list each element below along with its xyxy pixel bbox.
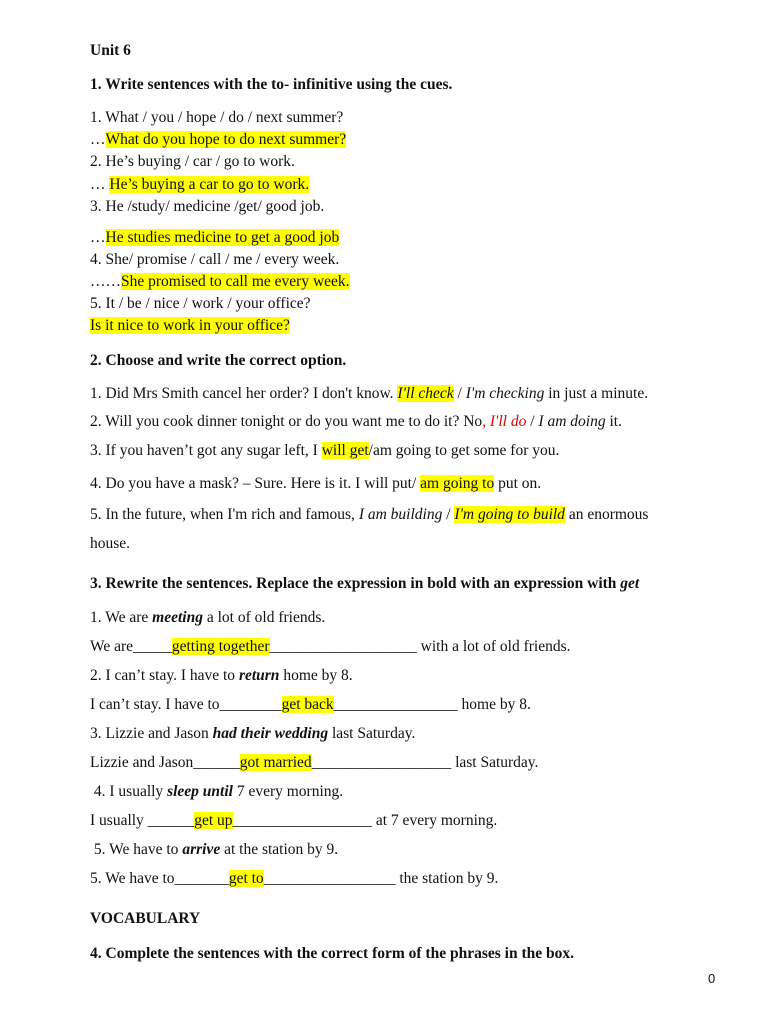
- s2-chosen-option: am going to: [420, 475, 495, 492]
- s3-sentence-5: 5. We have to arrive at the station by 9.: [90, 841, 339, 858]
- s1-answer-text: He’s buying a car to go to work.: [109, 176, 310, 193]
- s1-answer-1: …What do you hope to do next summer?: [90, 131, 347, 148]
- s3-sentence-4: 4. I usually sleep until 7 every morning.: [90, 783, 344, 800]
- s1-answer-5: [90, 316, 290, 336]
- s3-answer: get to: [228, 870, 264, 887]
- s1-answer-text: Is it nice to work in your office?: [90, 317, 290, 334]
- section3-heading: 3. Rewrite the sentences. Replace the expression in bold with an expression with get: [90, 575, 640, 592]
- s1-cue-5: 5. It / be / nice / work / your office?: [90, 295, 311, 312]
- s3-rewrite-3: Lizzie and Jason______got married__________________ last Saturday.: [90, 754, 539, 771]
- s1-answer-2: … He’s buying a car to go to work.: [90, 176, 310, 193]
- s3-answer: get back: [281, 696, 334, 713]
- s2-question-5-cont: house.: [90, 535, 131, 552]
- s2-question-5: 5. In the future, when I'm rich and famous, I am building / I'm going to build an enormous: [90, 506, 649, 523]
- s1-cue-3: 3. He /study/ medicine /get/ good job.: [90, 198, 325, 215]
- s2-chosen-option: I'll check: [397, 385, 454, 402]
- section2-heading: 2. Choose and write the correct option.: [90, 352, 347, 369]
- s2-question-3: 3. If you haven’t got any sugar left, I will get/am going to get some for you.: [90, 442, 560, 459]
- s1-answer-3: …He studies medicine to get a good job: [90, 229, 340, 246]
- section1-heading: 1. Write sentences with the to- infinitive using the cues.: [90, 76, 453, 93]
- s3-rewrite-5: 5. We have to_______get to_________________ the station by 9.: [90, 870, 499, 887]
- s1-cue-2: 2. He’s buying / car / go to work.: [90, 153, 295, 170]
- s1-cue-1: 1. What / you / hope / do / next summer?: [90, 109, 344, 126]
- s3-answer: got married: [239, 754, 312, 771]
- s1-answer-text: What do you hope to do next summer?: [105, 131, 347, 148]
- vocabulary-heading: VOCABULARY: [90, 910, 201, 927]
- s2-chosen-option: will get: [321, 442, 369, 459]
- s3-sentence-1: 1. We are meeting a lot of old friends.: [90, 609, 326, 626]
- s2-question-1: 1. Did Mrs Smith cancel her order? I don't know. I'll check / I'm checking in just a minute.: [90, 385, 649, 402]
- s2-question-4: 4. Do you have a mask? – Sure. Here is it. I will put/ am going to put on.: [90, 475, 542, 492]
- s1-answer-text: She promised to call me every week.: [121, 273, 350, 290]
- s3-rewrite-1: We are_____getting together___________________ with a lot of old friends.: [90, 638, 571, 655]
- s3-rewrite-4: I usually ______get up__________________ at 7 every morning.: [90, 812, 498, 829]
- s1-answer-text: He studies medicine to get a good job: [105, 229, 340, 246]
- section4-heading: 4. Complete the sentences with the correct form of the phrases in the box.: [90, 945, 574, 962]
- s2-question-2: 2. Will you cook dinner tonight or do you want me to do it? No, I'll do / I am doing it.: [90, 413, 622, 430]
- s1-answer-4: ……She promised to call me every week.: [90, 273, 350, 290]
- s3-sentence-2: 2. I can’t stay. I have to return home by 8.: [90, 667, 353, 684]
- s3-answer: getting together: [171, 638, 270, 655]
- s2-chosen-option: , I'll do: [482, 413, 527, 430]
- s3-sentence-3: 3. Lizzie and Jason had their wedding last Saturday.: [90, 725, 416, 742]
- unit-title: Unit 6: [90, 42, 131, 59]
- s1-cue-4: 4. She/ promise / call / me / every week.: [90, 251, 340, 268]
- s3-rewrite-2: I can’t stay. I have to________get back________________ home by 8.: [90, 696, 531, 713]
- s2-chosen-option: I'm going to build: [454, 506, 565, 523]
- page-number: 0: [708, 971, 716, 986]
- s3-answer: get up: [194, 812, 233, 829]
